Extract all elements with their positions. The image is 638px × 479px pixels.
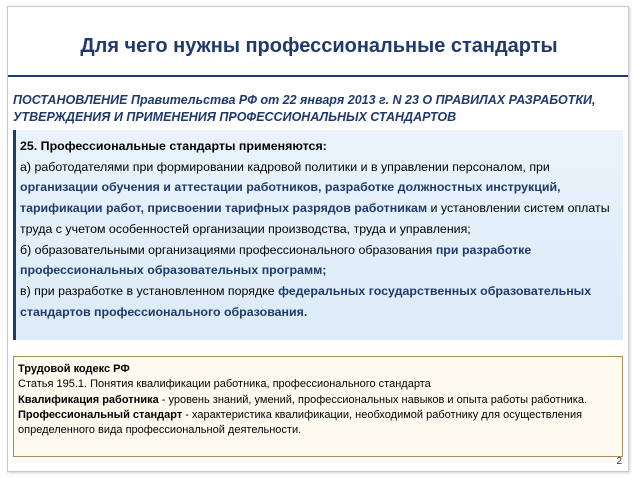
applications-box <box>13 130 623 340</box>
item-b-highlight: при разработке профессиональных образовательных программ; <box>20 242 532 278</box>
item-c-text: в) при разработке в установленном порядке <box>20 283 279 298</box>
item-b <box>20 240 617 281</box>
page-number: 2 <box>616 456 622 467</box>
labor-code-title: Трудовой кодекс РФ <box>18 363 130 375</box>
qualification-text: - уровень знаний, умений, профессиональных навыков и опыта работы работника. <box>158 393 588 406</box>
item-b-text: б) образовательными организациями профессионального образования <box>20 242 436 257</box>
item-a <box>20 157 617 240</box>
qualification-term: Квалификация работника <box>18 393 159 406</box>
item-a-text-1: а) работодателями при формировании кадровой политики и в управлении персоналом, при <box>20 159 550 174</box>
standard-term: Профессиональный стандарт <box>18 408 183 421</box>
labor-code-article: Статья 195.1. Понятия квалификации работника, профессионального стандарта <box>18 378 431 391</box>
item-a-text-2: и установлении систем оплаты труда с учетом особенностей организации производства, труда и управления; <box>20 201 610 236</box>
item-c <box>20 281 617 322</box>
applications-heading: 25. Профессиональные стандарты применяются: <box>20 139 327 153</box>
item-c-highlight: федеральных государственных образовательных стандартов профессионального образования. <box>20 283 592 319</box>
standard-text: - характеристика квалификации, необходимой работнику для осуществления определенного вида профессиональной деятельности. <box>18 408 583 437</box>
decree-heading: ПОСТАНОВЛЕНИЕ Правительства РФ от 22 января 2013 г. N 23 О ПРАВИЛАХ РАЗРАБОТКИ, УТВЕРЖДЕНИЯ И ПРИМЕНЕНИЯ ПРОФЕССИОНАЛЬНЫХ СТАНДАРТОВ <box>13 93 596 124</box>
labor-code-box <box>13 356 623 457</box>
slide-title: Для чего нужны профессиональные стандарты <box>80 35 558 57</box>
item-a-highlight: организации обучения и аттестации работников, разработке должностных инструкций, тарификации работ, присвоении тарифных разрядов работникам <box>20 180 561 216</box>
qualification-definition <box>18 393 617 408</box>
title-divider <box>8 75 628 77</box>
standard-definition <box>18 408 617 439</box>
